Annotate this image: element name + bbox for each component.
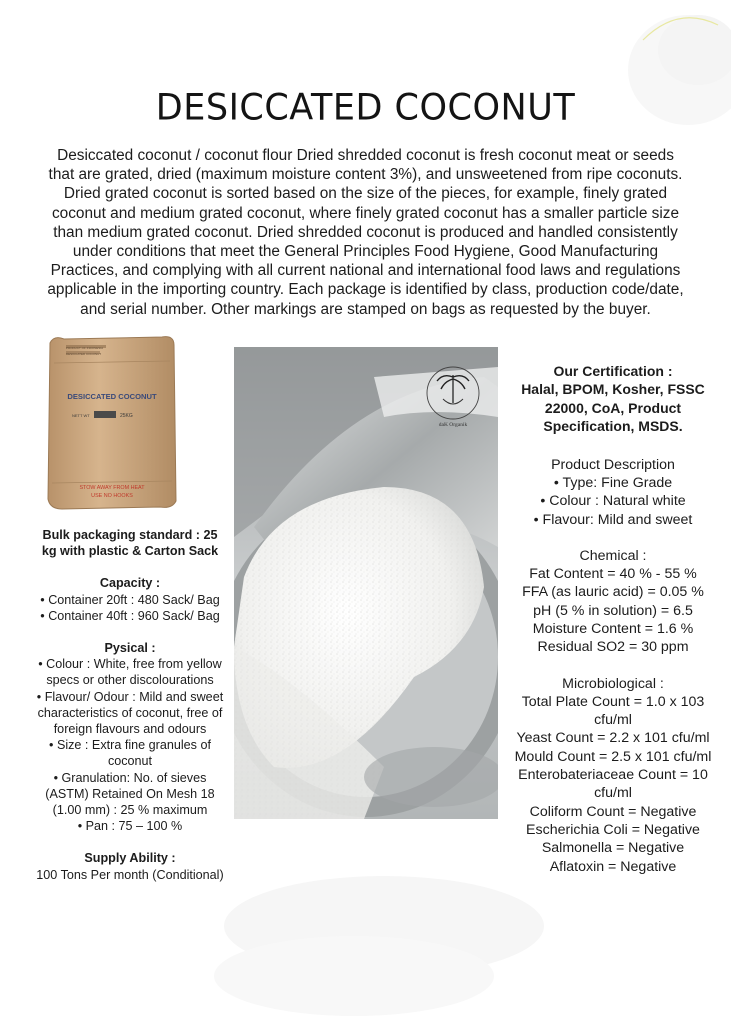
description-item: • Flavour: Mild and sweet	[533, 511, 693, 528]
brand-logo	[421, 363, 485, 427]
coconut-sack-image	[44, 333, 180, 511]
physical-item: • Size : Extra fine granules of coconut	[49, 738, 211, 769]
sack-warning-1: STOW AWAY FROM HEAT	[79, 485, 145, 491]
sack-weight: 25KG	[120, 413, 133, 419]
microbiological-item: Escherichia Coli = Negative	[526, 821, 700, 838]
chemical-item: FFA (as lauric acid) = 0.05 %	[522, 584, 704, 601]
sack-header-text-2: DESICCATED COCONUT	[66, 352, 102, 356]
left-info-column	[36, 527, 224, 883]
intro-paragraph: Desiccated coconut / coconut flour Dried shredded coconut is fresh coconut meat or seeds that are grated, dried (maximum moisture content 3%), and unsweetened from ripe coconuts. Dried grated coconut is sorted based on the size of the pieces, for example, finely grated coconut and medium grated coconut, where finely grated coconut has a smaller particle size than medium grated coconut. Dried shredded coconut is produced and handled consistently under conditions that meet the General Principles Food Hygiene, Good Manufacturing Practices, and complying with all current national and international food laws and regulations applicable in the importing country. Each package is identified by class, production code/date, and serial number. Other markings are stamped on bags as requested by the buyer.	[47, 147, 684, 318]
page-title: DESICCATED COCONUT	[155, 87, 576, 129]
right-info-column	[513, 362, 713, 876]
microbiological-item: Coliform Count = Negative	[529, 803, 697, 820]
brand-logo-text: daK Organik	[438, 422, 468, 427]
chemical-item: Moisture Content = 1.6 %	[532, 621, 694, 637]
capacity-item: • Container 40ft : 960 Sack/ Bag	[40, 608, 220, 623]
chemical-item: pH (5 % in solution) = 6.5	[533, 602, 693, 619]
capacity-heading: Capacity :	[99, 576, 161, 591]
sack-net-label: NETT WT	[72, 413, 90, 418]
chemical-heading: Chemical :	[579, 547, 647, 564]
description-item: • Type: Fine Grade	[553, 474, 673, 491]
physical-item: • Colour : White, free from yellow specs or other discolourations	[38, 657, 222, 688]
microbiological-item: Salmonella = Negative	[541, 840, 685, 857]
physical-item: • Granulation: No. of sieves (ASTM) Retained On Mesh 18 (1.00 mm) : 25 % maximum	[45, 770, 215, 818]
capacity-item: • Container 20ft : 480 Sack/ Bag	[40, 592, 220, 607]
microbiological-item: Enterobateriaceae Count = 10 cfu/ml	[518, 767, 708, 802]
chemical-item: Residual SO2 = 30 ppm	[537, 639, 689, 656]
supply-text: 100 Tons Per month (Conditional)	[36, 867, 224, 882]
physical-item: • Pan : 75 – 100 %	[77, 819, 183, 834]
chemical-item: Fat Content = 40 % - 55 %	[529, 566, 697, 583]
bottom-smudge	[214, 866, 544, 1024]
certification-list: Halal, BPOM, Kosher, FSSC 22000, CoA, Product Specification, MSDS.	[521, 381, 705, 435]
microbiological-item: Mould Count = 2.5 x 101 cfu/ml	[514, 748, 712, 765]
sack-label: DESICCATED COCONUT	[67, 392, 157, 401]
supply-heading: Supply Ability :	[84, 851, 176, 866]
sack-warning-2: USE NO HOOKS	[91, 493, 133, 499]
certification-heading: Our Certification :	[553, 363, 673, 379]
product-description-heading: Product Description	[551, 456, 675, 473]
microbiological-item: Total Plate Count = 1.0 x 103 cfu/ml	[521, 693, 705, 729]
microbiological-heading: Microbiological :	[562, 675, 664, 692]
microbiological-item: Yeast Count = 2.2 x 101 cfu/ml	[516, 730, 710, 747]
microbiological-item: Aflatoxin = Negative	[549, 858, 677, 875]
physical-item: • Flavour/ Odour : Mild and sweet characteristics of coconut, free of foreign flavours and odours	[36, 689, 224, 737]
packaging-heading: Bulk packaging standard : 25 kg with plastic & Carton Sack	[41, 528, 219, 559]
sack-header-text-1: PRODUCT OF INDONESIA	[66, 346, 104, 350]
description-item: • Colour : Natural white	[540, 493, 686, 510]
physical-heading: Pysical :	[104, 641, 156, 656]
